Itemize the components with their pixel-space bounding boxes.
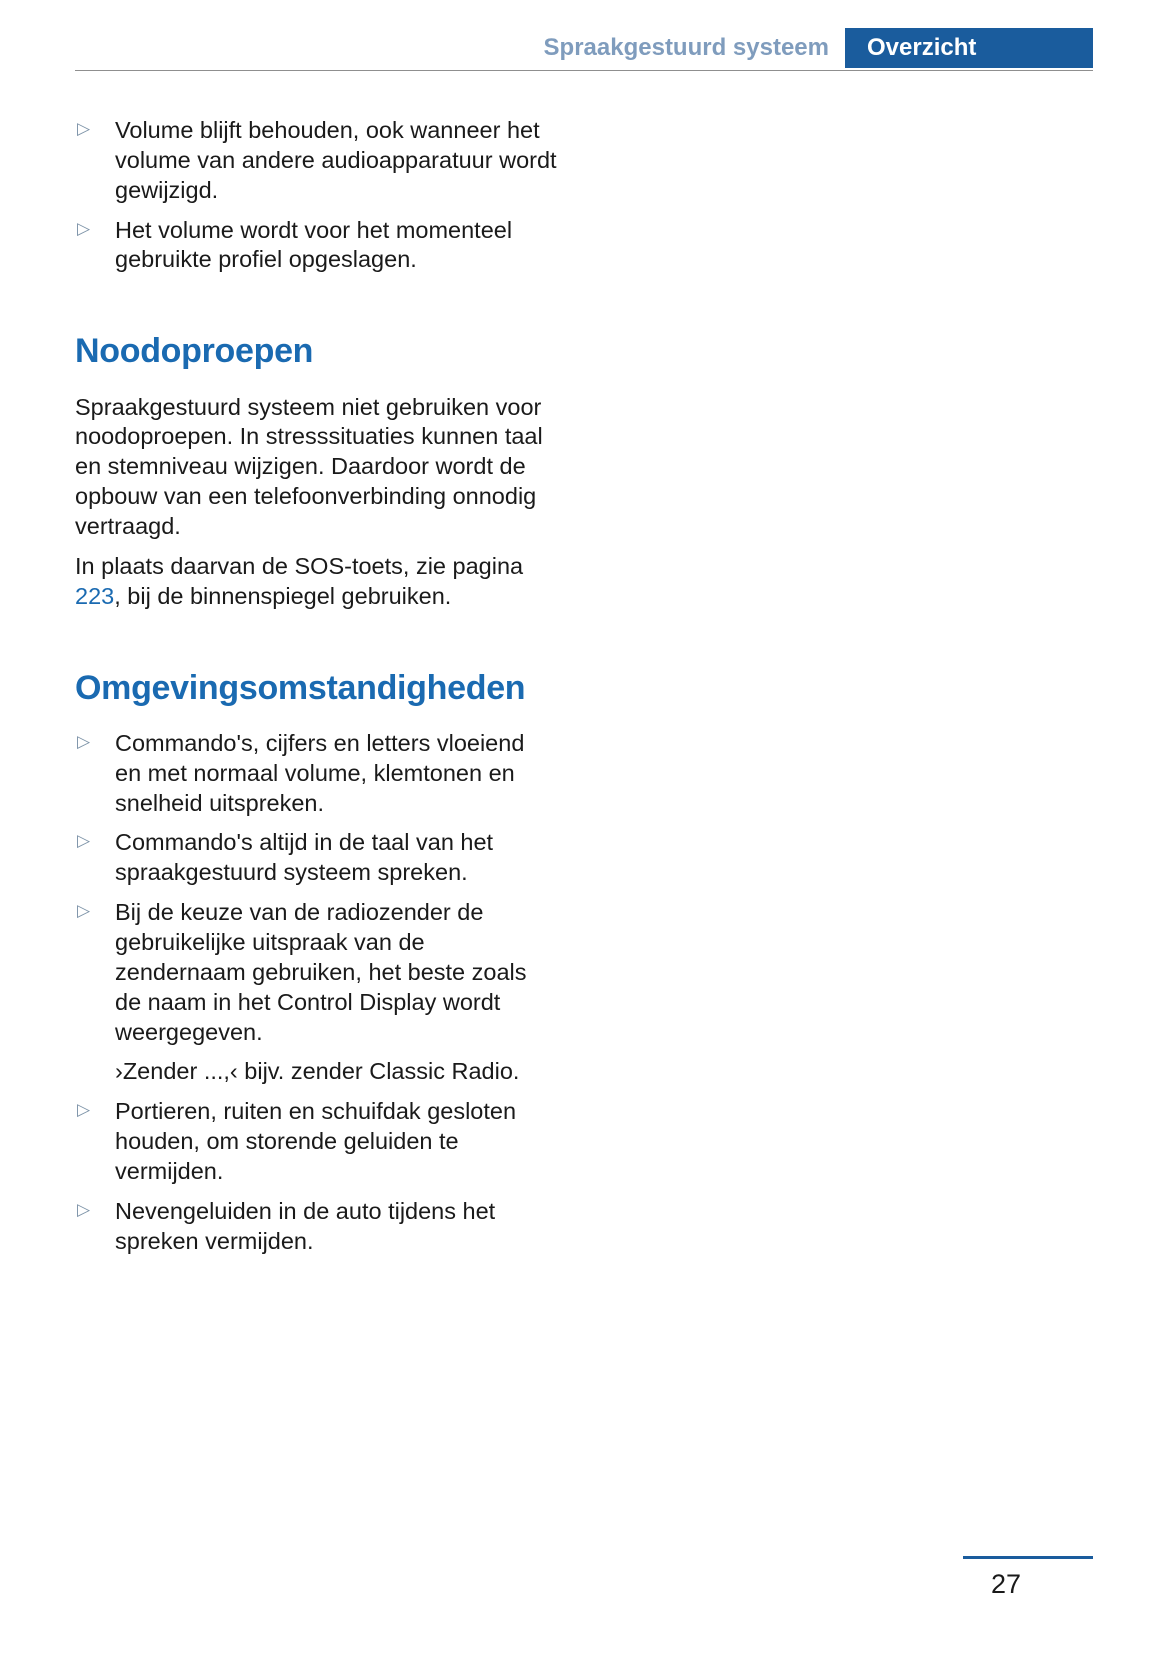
triangle-bullet-icon: ▷ [77,731,91,751]
list-item [75,216,557,276]
bullet-text: Nevengeluiden in de auto tijdens het spreken vermijden. [115,1197,496,1254]
page-reference-link[interactable]: 223 [75,582,115,609]
list-item [75,1197,557,1257]
triangle-bullet-icon: ▷ [77,1199,91,1219]
content-column [75,116,557,1266]
page-header [75,28,1093,68]
bullet-text: Commando's altijd in de taal van het spraakgestuurd systeem spreken. [115,829,494,886]
paragraph-text: , bij de binnenspiegel gebruiken. [114,582,452,609]
triangle-bullet-icon: ▷ [77,901,91,921]
paragraph-text: In plaats daarvan de SOS-toets, zie pagina [75,552,524,579]
intro-bullet-list [75,116,557,275]
list-item [75,1097,557,1187]
paragraph-sos [75,552,557,612]
bullet-text: Portieren, ruiten en schuifdak gesloten houden, om storende geluiden te vermijden. [115,1098,517,1184]
header-section-title: Spraakgestuurd systeem [543,34,829,61]
bullet-text: Commando's, cijfers en letters vloeiend en met normaal volume, klemtonen en snelheid uitspreken. [115,729,525,816]
chapter-tab: Overzicht [845,28,1093,68]
section-heading-noodoproepen: Noodoproepen [75,332,314,371]
bullet-text: Het volume wordt voor het momenteel gebruikte profiel opgeslagen. [115,216,513,273]
header-divider [75,70,1093,71]
triangle-bullet-icon: ▷ [77,218,91,238]
bullet-text: Bij de keuze van de radiozender de gebruikelijke uitspraak van de zendernaam gebruiken, het beste zoals de naam in het Control Display wordt weergegeven. [115,899,527,1045]
paragraph: Spraakgestuurd systeem niet gebruiken voor noodoproepen. In stresssituaties kunnen taal en stemniveau wijzigen. Daardoor wordt de opbouw van een telefoonverbinding onnodig vertraagd. [75,393,543,539]
footer-divider [963,1556,1093,1559]
page-number: 27 [991,1569,1022,1599]
list-item [75,116,557,206]
triangle-bullet-icon: ▷ [77,119,91,138]
triangle-bullet-icon: ▷ [77,831,91,851]
bullet-text: Volume blijft behouden, ook wanneer het volume van andere audioapparatuur wordt gewijzigd. [115,117,557,203]
environment-bullet-list [75,729,557,1257]
list-item [75,898,557,1087]
list-item [75,729,557,819]
section-heading-omgevingsomstandigheden: Omgevingsomstandigheden [75,668,526,707]
triangle-bullet-icon: ▷ [77,1100,91,1120]
list-item [75,828,557,888]
bullet-note: ›Zender ...,‹ bijv. zender Classic Radio. [115,1058,520,1085]
